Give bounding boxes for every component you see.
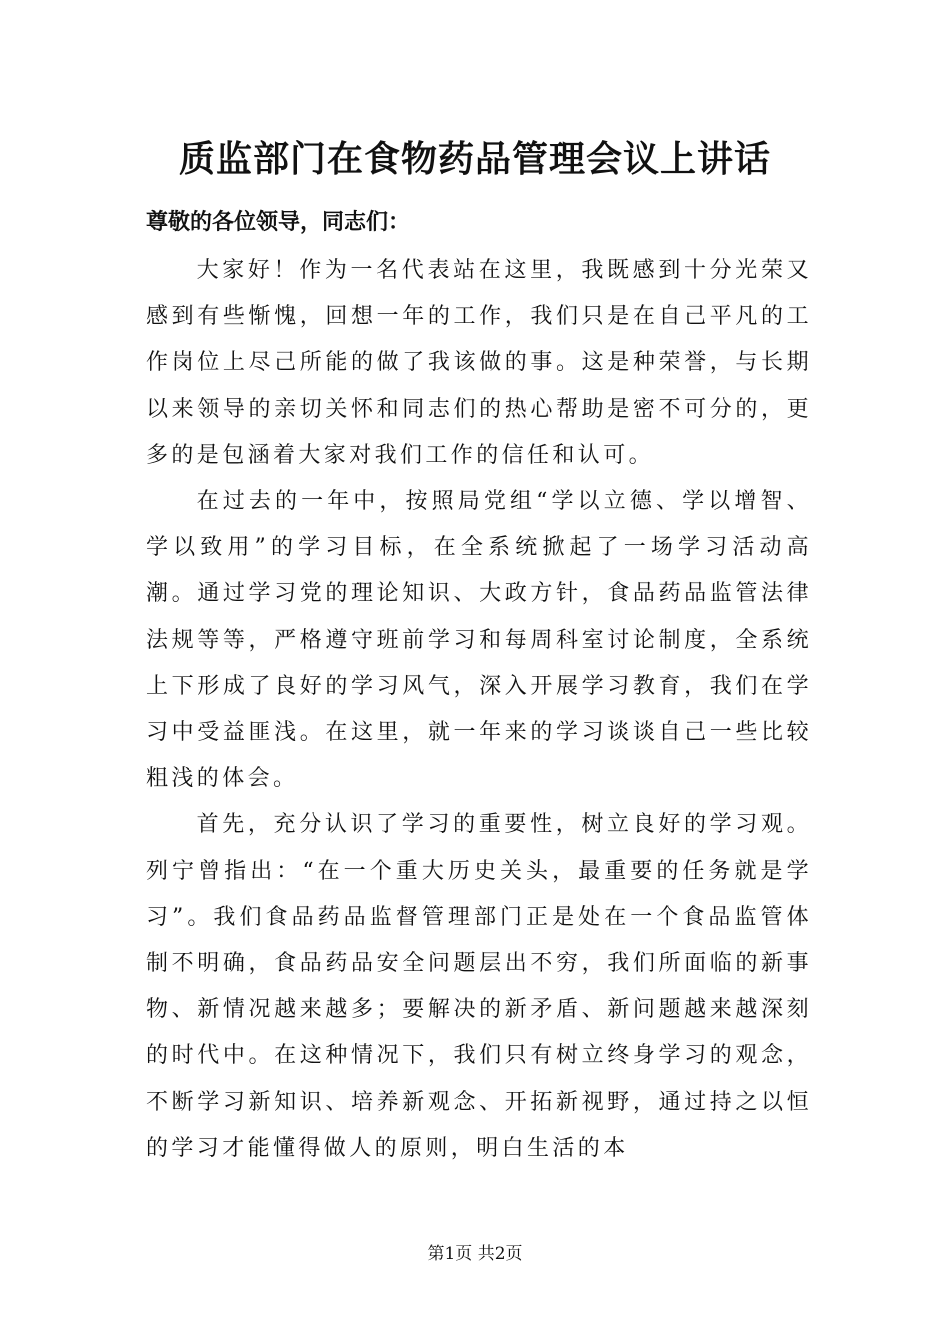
salutation: 尊敬的各位领导，同志们： — [146, 209, 411, 235]
body-text — [146, 248, 812, 1172]
page-title: 质监部门在食物药品管理会议上讲话 — [178, 138, 771, 180]
paragraph-1: 大家好！作为一名代表站在这里，我既感到十分光荣又感到有些惭愧，回想一年的工作，我们只是在自己平凡的工作岗位上尽己所能的做了我该做的事。这是种荣誉，与长期以来领导的亲切关怀和同志们的热心帮助是密不可分的，更多的是包涵着大家对我们工作的信任和认可。 — [146, 258, 812, 468]
paragraph-3: 首先，充分认识了学习的重要性，树立良好的学习观。列宁曾指出：“在一个重大历史关头，最重要的任务就是学习”。我们食品药品监督管理部门正是处在一个食品监管体制不明确，食品药品安全问题层出不穷，我们所面临的新事物、新情况越来越多；要解决的新矛盾、新问题越来越深刻的时代中。在这种情况下，我们只有树立终身学习的观念，不断学习新知识、培养新观念、开拓新视野，通过持之以恒的学习才能懂得做人的原则，明白生活的本 — [146, 812, 812, 1161]
page-number: 第1页 共2页 — [427, 1244, 523, 1264]
paragraph-2: 在过去的一年中，按照局党组“学以立德、学以增智、学以致用”的学习目标，在全系统掀起了一场学习活动高潮。通过学习党的理论知识、大政方针，食品药品监管法律法规等等，严格遵守班前学习和每周科室讨论制度，全系统上下形成了良好的学习风气，深入开展学习教育，我们在学习中受益匪浅。在这里，就一年来的学习谈谈自己一些比较粗浅的体会。 — [146, 489, 812, 792]
